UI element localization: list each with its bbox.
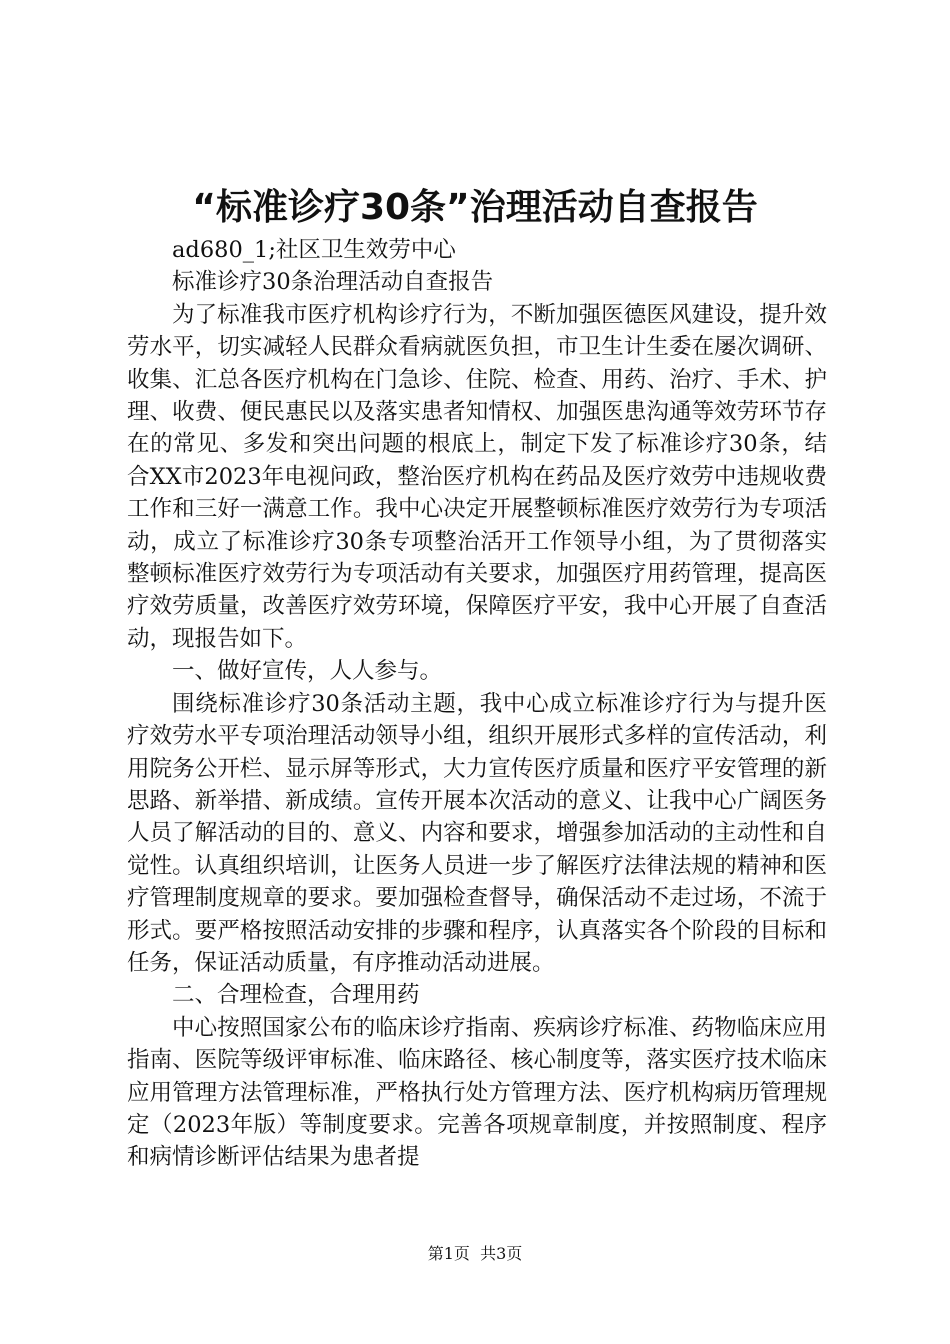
paragraph-subtitle: 标准诊疗30条治理活动自查报告 [172, 269, 494, 296]
paragraph-intro: 为了标准我市医疗机构诊疗行为，不断加强医德医风建设，提升效劳水平，切实减轻人民群众看病就医负担，市卫生计生委在屡次调研、收集、汇总各医疗机构在门急诊、住院、检查、用药、治疗、手术、护理、收费、便民惠民以及落实患者知情权、加强医患沟通等效劳环节存在的常见、多发和突出问题的根底上，制定下发了标准诊疗30条，结合XX市2023年电视问政，整治医疗机构在药品及医疗效劳中违规收费工作和三好一满意工作。我中心决定开展整顿标准医疗效劳行为专项活动，成立了标准诊疗30条专项整治活开工作领导小组，为了贯彻落实整顿标准医疗效劳行为专项活动有关要求，加强医疗用药管理，提高医疗效劳质量，改善医疗效劳环境，保障医疗平安，我中心开展了自查活动，现报告如下。 [127, 301, 827, 652]
paragraph-section-1: 围绕标准诊疗30条活动主题，我中心成立标准诊疗行为与提升医疗效劳水平专项治理活动领导小组，组织开展形式多样的宣传活动，利用院务公开栏、显示屏等形式，大力宣传医疗质量和医疗平安管理的新思路、新举措、新成绩。宣传开展本次活动的意义、让我中心广阔医务人员了解活动的目的、意义、内容和要求，增强参加活动的主动性和自觉性。认真组织培训，让医务人员进一步了解医疗法律法规的精神和医疗管理制度规章的要求。要加强检查督导，确保活动不走过场，不流于形式。要严格按照活动安排的步骤和程序，认真落实各个阶段的目标和任务，保证活动质量，有序推动活动进展。 [127, 690, 827, 976]
paragraph-org: ad680_1;社区卫生效劳中心 [172, 237, 456, 263]
document-body [127, 234, 827, 1174]
section-heading-2: 二、合理检查，合理用药 [172, 982, 420, 1009]
page-number: 第1页 共3页 [427, 1244, 523, 1263]
section-heading-1: 一、做好宣传，人人参与。 [172, 658, 443, 685]
document-title: “标准诊疗30条”治理活动自查报告 [192, 187, 758, 228]
paragraph-section-2: 中心按照国家公布的临床诊疗指南、疾病诊疗标准、药物临床应用指南、医院等级评审标准、临床路径、核心制度等，落实医疗技术临床应用管理方法管理标准，严格执行处方管理方法、医疗机构病历管理规定（2023年版）等制度要求。完善各项规章制度，并按照制度、程序和病情诊断评估结果为患者提 [127, 1014, 827, 1171]
